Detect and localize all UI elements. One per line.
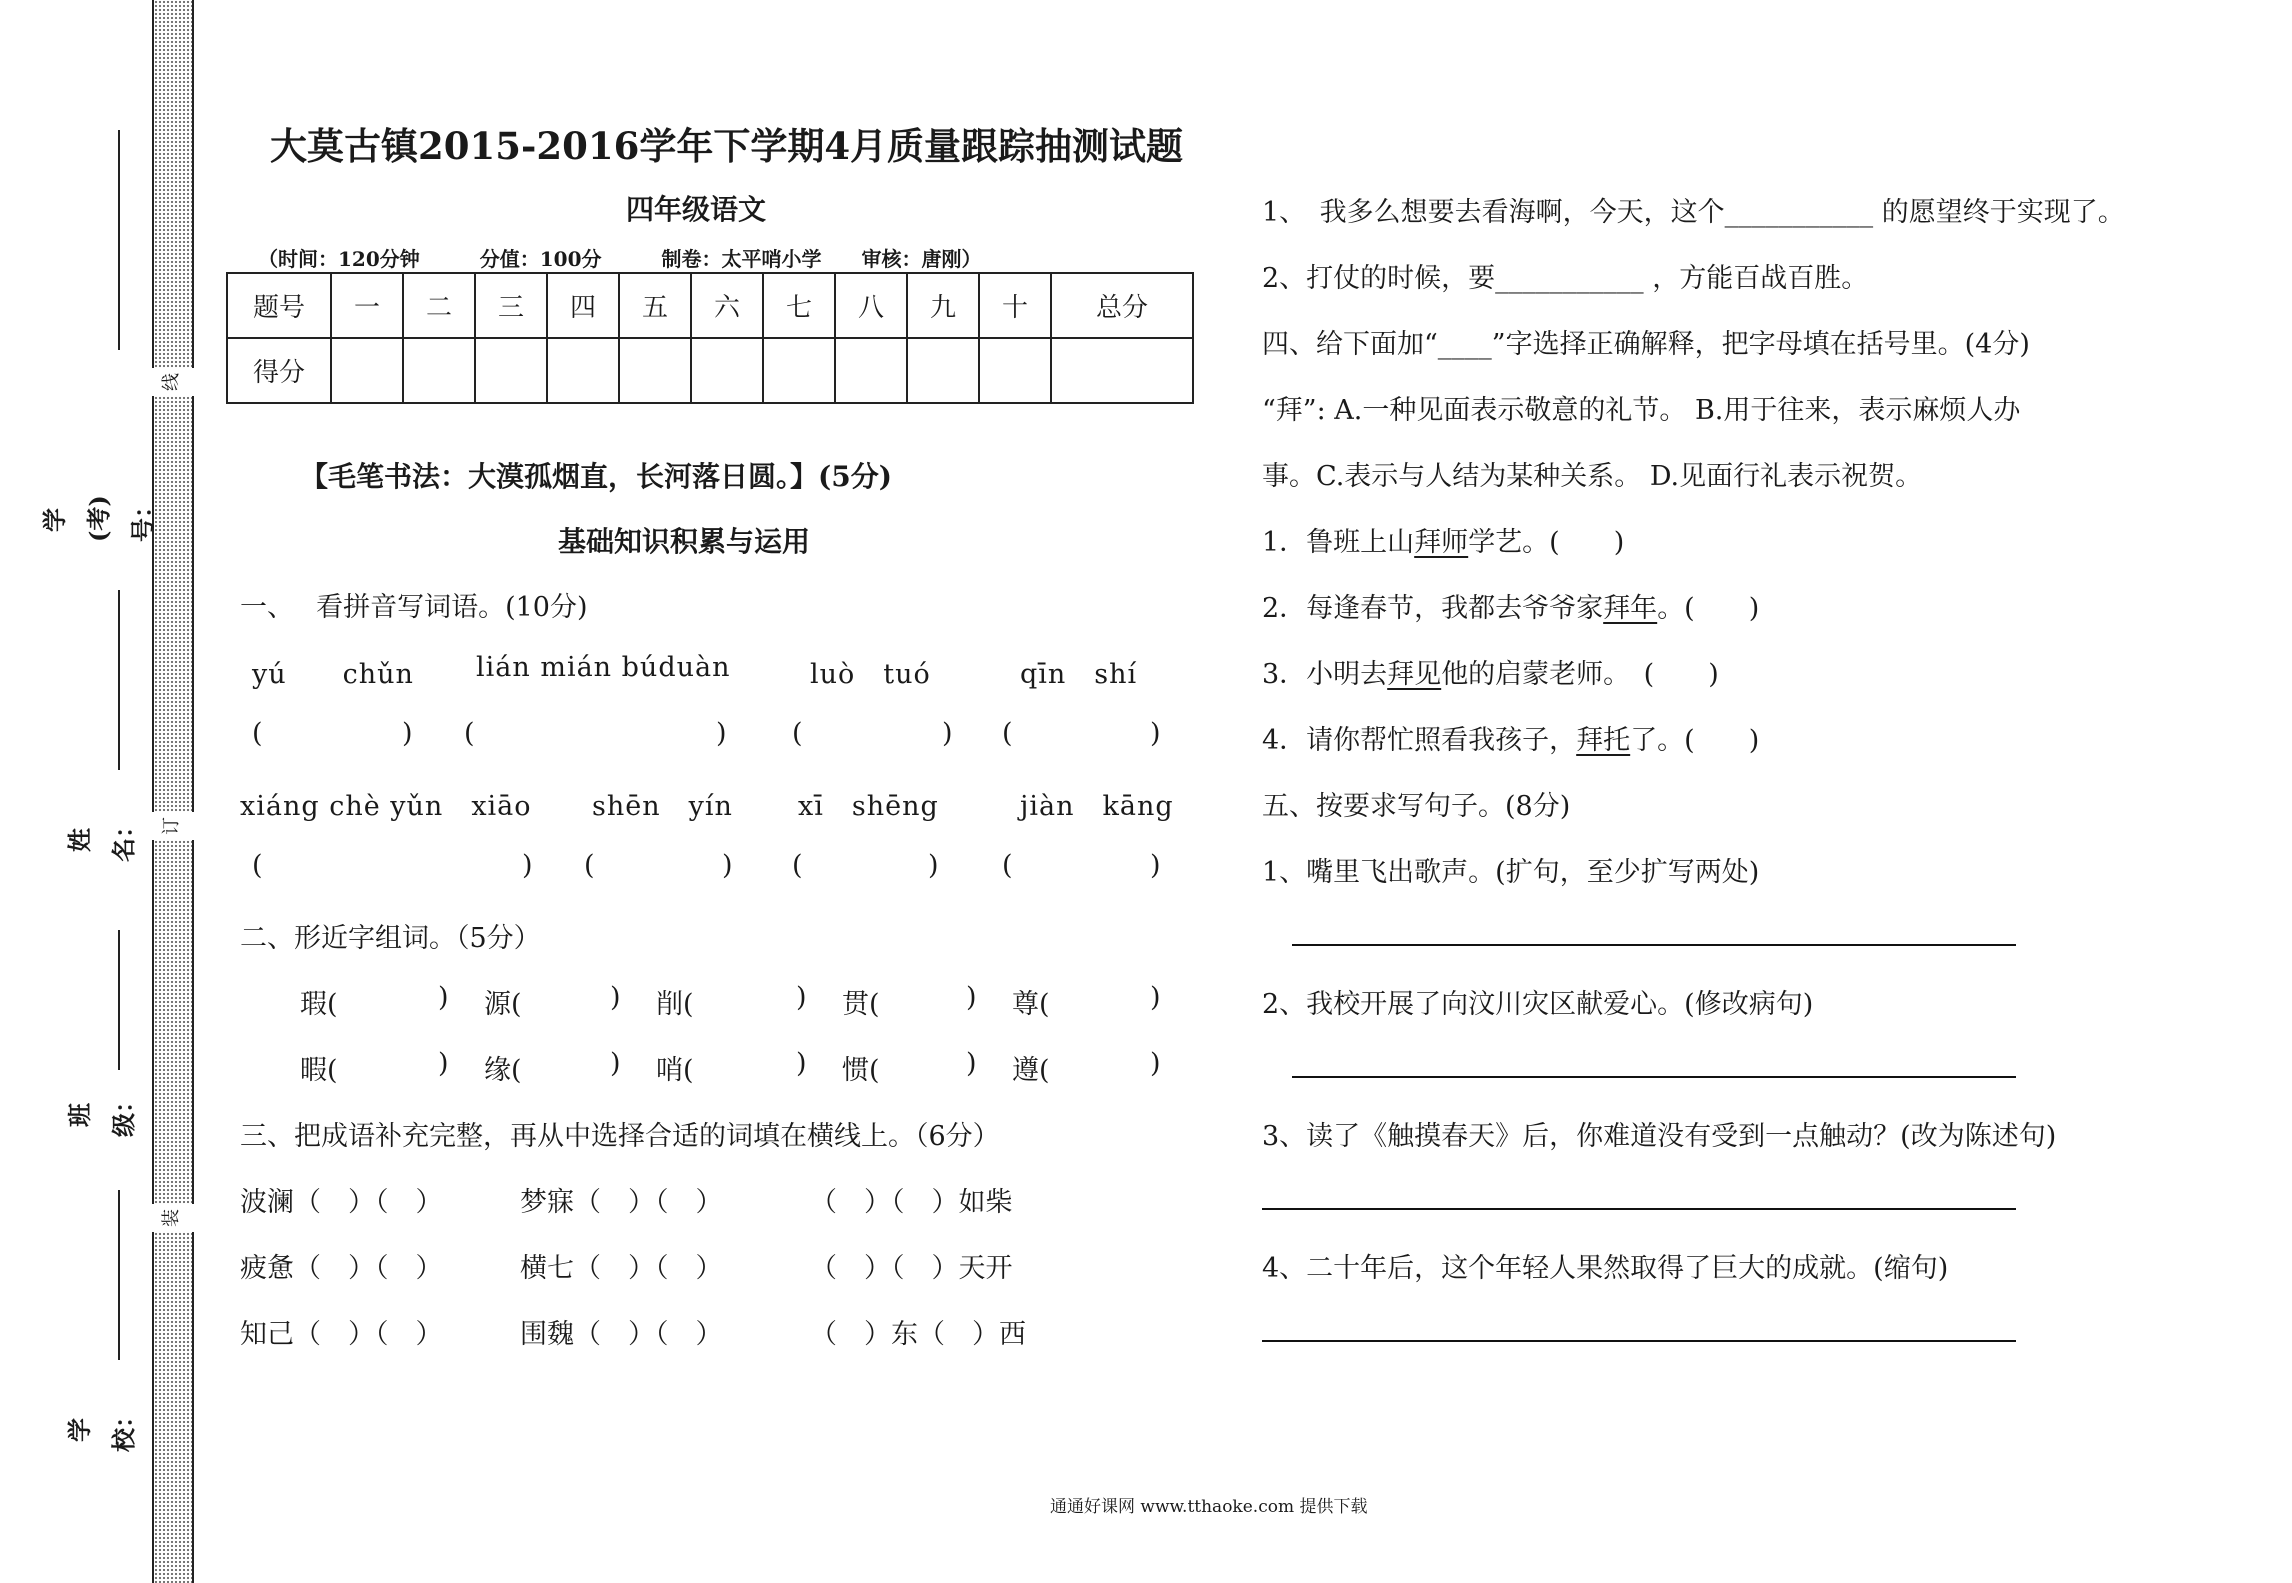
idiom-item: 波澜（ ）（ ）	[240, 1187, 443, 1218]
pinyin-item: shēn yín	[592, 791, 733, 822]
answer-line[interactable]	[1292, 1076, 2016, 1078]
idiom-item: 梦寐（ ）（ ）	[520, 1187, 723, 1218]
q3-title: 三、把成语补充完整，再从中选择合适的词填在横线上。（6分）	[240, 1121, 1000, 1152]
pinyin-item: xiáng chè yǔn xiāo	[240, 791, 532, 822]
q2-char: 惯(	[842, 1055, 880, 1086]
score-header-cell: 题号	[227, 273, 331, 338]
answer-paren-close: )	[402, 718, 413, 749]
strip-char-ding: 订	[150, 812, 194, 840]
score-header-cell: 四	[547, 273, 619, 338]
section-basics-heading: 基础知识积累与运用	[558, 525, 811, 558]
idiom-item: （ ）东（ ）西	[810, 1319, 1026, 1350]
exam-info: （时间：120分钟 分值：100分 制卷：太平哨小学 审核：唐刚）	[258, 247, 982, 271]
q2-char: 哨(	[656, 1055, 694, 1086]
score-cell[interactable]	[907, 338, 979, 403]
pinyin-item: qīn shí	[1020, 659, 1138, 690]
answer-paren-open: (	[1002, 718, 1013, 749]
q4-definitions-line2: 事。C.表示与人结为某种关系。 D.见面行礼表示祝贺。	[1262, 461, 1923, 492]
score-header-cell: 七	[763, 273, 835, 338]
answer-paren-close: )	[522, 850, 533, 881]
score-cell[interactable]	[691, 338, 763, 403]
answer-paren-open: (	[792, 850, 803, 881]
score-row-label: 得分	[227, 338, 331, 403]
answer-line[interactable]	[1262, 1340, 2016, 1342]
answer-paren-close: )	[716, 718, 727, 749]
q5-item: 4、二十年后，这个年轻人果然取得了巨大的成就。(缩句)	[1262, 1253, 1949, 1284]
idiom-item: 疲惫（ ）（ ）	[240, 1253, 443, 1284]
answer-paren-close: )	[928, 850, 939, 881]
q2-char: 缘(	[484, 1055, 522, 1086]
score-cell[interactable]	[547, 338, 619, 403]
score-cell[interactable]	[331, 338, 403, 403]
q2-paren-close: )	[438, 982, 449, 1013]
q2-paren-close: )	[966, 1048, 977, 1079]
margin-line	[118, 590, 120, 770]
score-table-header-row	[227, 273, 1193, 338]
q2-char: 贯(	[842, 989, 880, 1020]
idiom-item: 知己（ ）（ ）	[240, 1319, 443, 1350]
q5-title: 五、按要求写句子。(8分)	[1262, 791, 1571, 822]
q2-char: 削(	[656, 989, 694, 1020]
score-header-cell: 八	[835, 273, 907, 338]
q4-definitions-line1: “拜”: A.一种见面表示敬意的礼节。 B.用于往来，表示麻烦人办	[1262, 395, 2021, 426]
q2-paren-close: )	[1150, 1048, 1161, 1079]
footer-source: 通通好课网 www.tthaoke.com 提供下载	[1050, 1497, 1368, 1517]
score-header-cell: 五	[619, 273, 691, 338]
score-cell[interactable]	[979, 338, 1051, 403]
q2-paren-close: )	[610, 1048, 621, 1079]
answer-line[interactable]	[1262, 1208, 2016, 1210]
fill-in-sentence-2: 2、打仗的时候，要___________ ，方能百战百胜。	[1262, 263, 1869, 294]
answer-paren-close: )	[942, 718, 953, 749]
pinyin-item: lián mián búduàn	[476, 652, 731, 683]
score-cell[interactable]	[475, 338, 547, 403]
q2-paren-close: )	[796, 982, 807, 1013]
q2-paren-close: )	[796, 1048, 807, 1079]
answer-paren-open: (	[464, 718, 475, 749]
answer-paren-open: (	[792, 718, 803, 749]
label-name: 姓名：	[65, 814, 138, 862]
q4-title: 四、给下面加“____”字选择正确解释，把字母填在括号里。(4分)	[1262, 329, 2030, 360]
score-header-cell: 总分	[1051, 273, 1193, 338]
q2-paren-close: )	[1150, 982, 1161, 1013]
label-student-id: 学(考)号：	[40, 494, 157, 542]
q2-paren-close: )	[438, 1048, 449, 1079]
q2-paren-close: )	[966, 982, 977, 1013]
q5-item: 2、我校开展了向汶川灾区献爱心。(修改病句)	[1262, 989, 1814, 1020]
score-header-cell: 二	[403, 273, 475, 338]
score-table	[226, 272, 1194, 404]
exam-subtitle: 四年级语文	[626, 193, 767, 226]
score-cell[interactable]	[763, 338, 835, 403]
q4-item: 2．每逢春节，我都去爷爷家拜年。( )	[1262, 593, 1760, 624]
margin-line	[118, 930, 120, 1070]
idiom-item: （ ）（ ）如柴	[810, 1187, 1013, 1218]
idiom-item: （ ）（ ）天开	[810, 1253, 1013, 1284]
q1-title: 一、 看拼音写词语。(10分)	[240, 592, 588, 623]
score-header-cell: 六	[691, 273, 763, 338]
strip-char-line: 线	[150, 368, 194, 396]
margin-line	[118, 130, 120, 350]
q5-item: 1、嘴里飞出歌声。(扩句，至少扩写两处)	[1262, 857, 1760, 888]
q5-item: 3、读了《触摸春天》后，你难道没有受到一点触动？(改为陈述句)	[1262, 1121, 2057, 1152]
score-cell[interactable]	[1051, 338, 1193, 403]
q2-char: 暇(	[300, 1055, 338, 1086]
answer-paren-close: )	[722, 850, 733, 881]
score-cell[interactable]	[835, 338, 907, 403]
answer-paren-open: (	[1002, 850, 1013, 881]
pinyin-item: luò tuó	[810, 659, 931, 690]
calligraphy-task: 【毛笔书法：大漠孤烟直，长河落日圆。】(5分)	[300, 460, 892, 493]
q4-item: 1．鲁班上山拜师学艺。( )	[1262, 527, 1625, 558]
answer-paren-close: )	[1150, 850, 1161, 881]
pinyin-item: yú chǔn	[252, 659, 414, 690]
label-class: 班级：	[65, 1089, 138, 1137]
answer-paren-open: (	[252, 850, 263, 881]
q4-item: 4．请你帮忙照看我孩子，拜托了。( )	[1262, 725, 1760, 756]
label-school: 学校：	[65, 1404, 138, 1452]
idiom-item: 横七（ ）（ ）	[520, 1253, 723, 1284]
binding-strip	[152, 0, 194, 1583]
q4-item: 3．小明去拜见他的启蒙老师。 ( )	[1262, 659, 1719, 690]
strip-char-zhuang: 装	[150, 1204, 194, 1232]
score-table-score-row	[227, 338, 1193, 403]
fill-in-sentence-1: 1、 我多么想要去看海啊，今天，这个___________ 的愿望终于实现了。	[1262, 197, 2125, 228]
q2-char: 尊(	[1012, 989, 1050, 1020]
q2-title: 二、形近字组词。（5分）	[240, 923, 541, 954]
answer-paren-close: )	[1150, 718, 1161, 749]
exam-title: 大莫古镇2015-2016学年下学期4月质量跟踪抽测试题	[270, 124, 1184, 168]
score-cell[interactable]	[619, 338, 691, 403]
q2-paren-close: )	[610, 982, 621, 1013]
score-header-cell: 三	[475, 273, 547, 338]
q2-char: 源(	[484, 989, 522, 1020]
pinyin-item: xī shēng	[798, 791, 939, 822]
score-header-cell: 九	[907, 273, 979, 338]
score-header-cell: 十	[979, 273, 1051, 338]
score-header-cell: 一	[331, 273, 403, 338]
answer-paren-open: (	[584, 850, 595, 881]
pinyin-item: jiàn kāng	[1020, 791, 1174, 822]
answer-line[interactable]	[1292, 944, 2016, 946]
q2-char: 瑕(	[300, 989, 338, 1020]
q2-char: 遵(	[1012, 1055, 1050, 1086]
score-cell[interactable]	[403, 338, 475, 403]
answer-paren-open: (	[252, 718, 263, 749]
idiom-item: 围魏（ ）（ ）	[520, 1319, 723, 1350]
margin-line	[118, 1190, 120, 1360]
